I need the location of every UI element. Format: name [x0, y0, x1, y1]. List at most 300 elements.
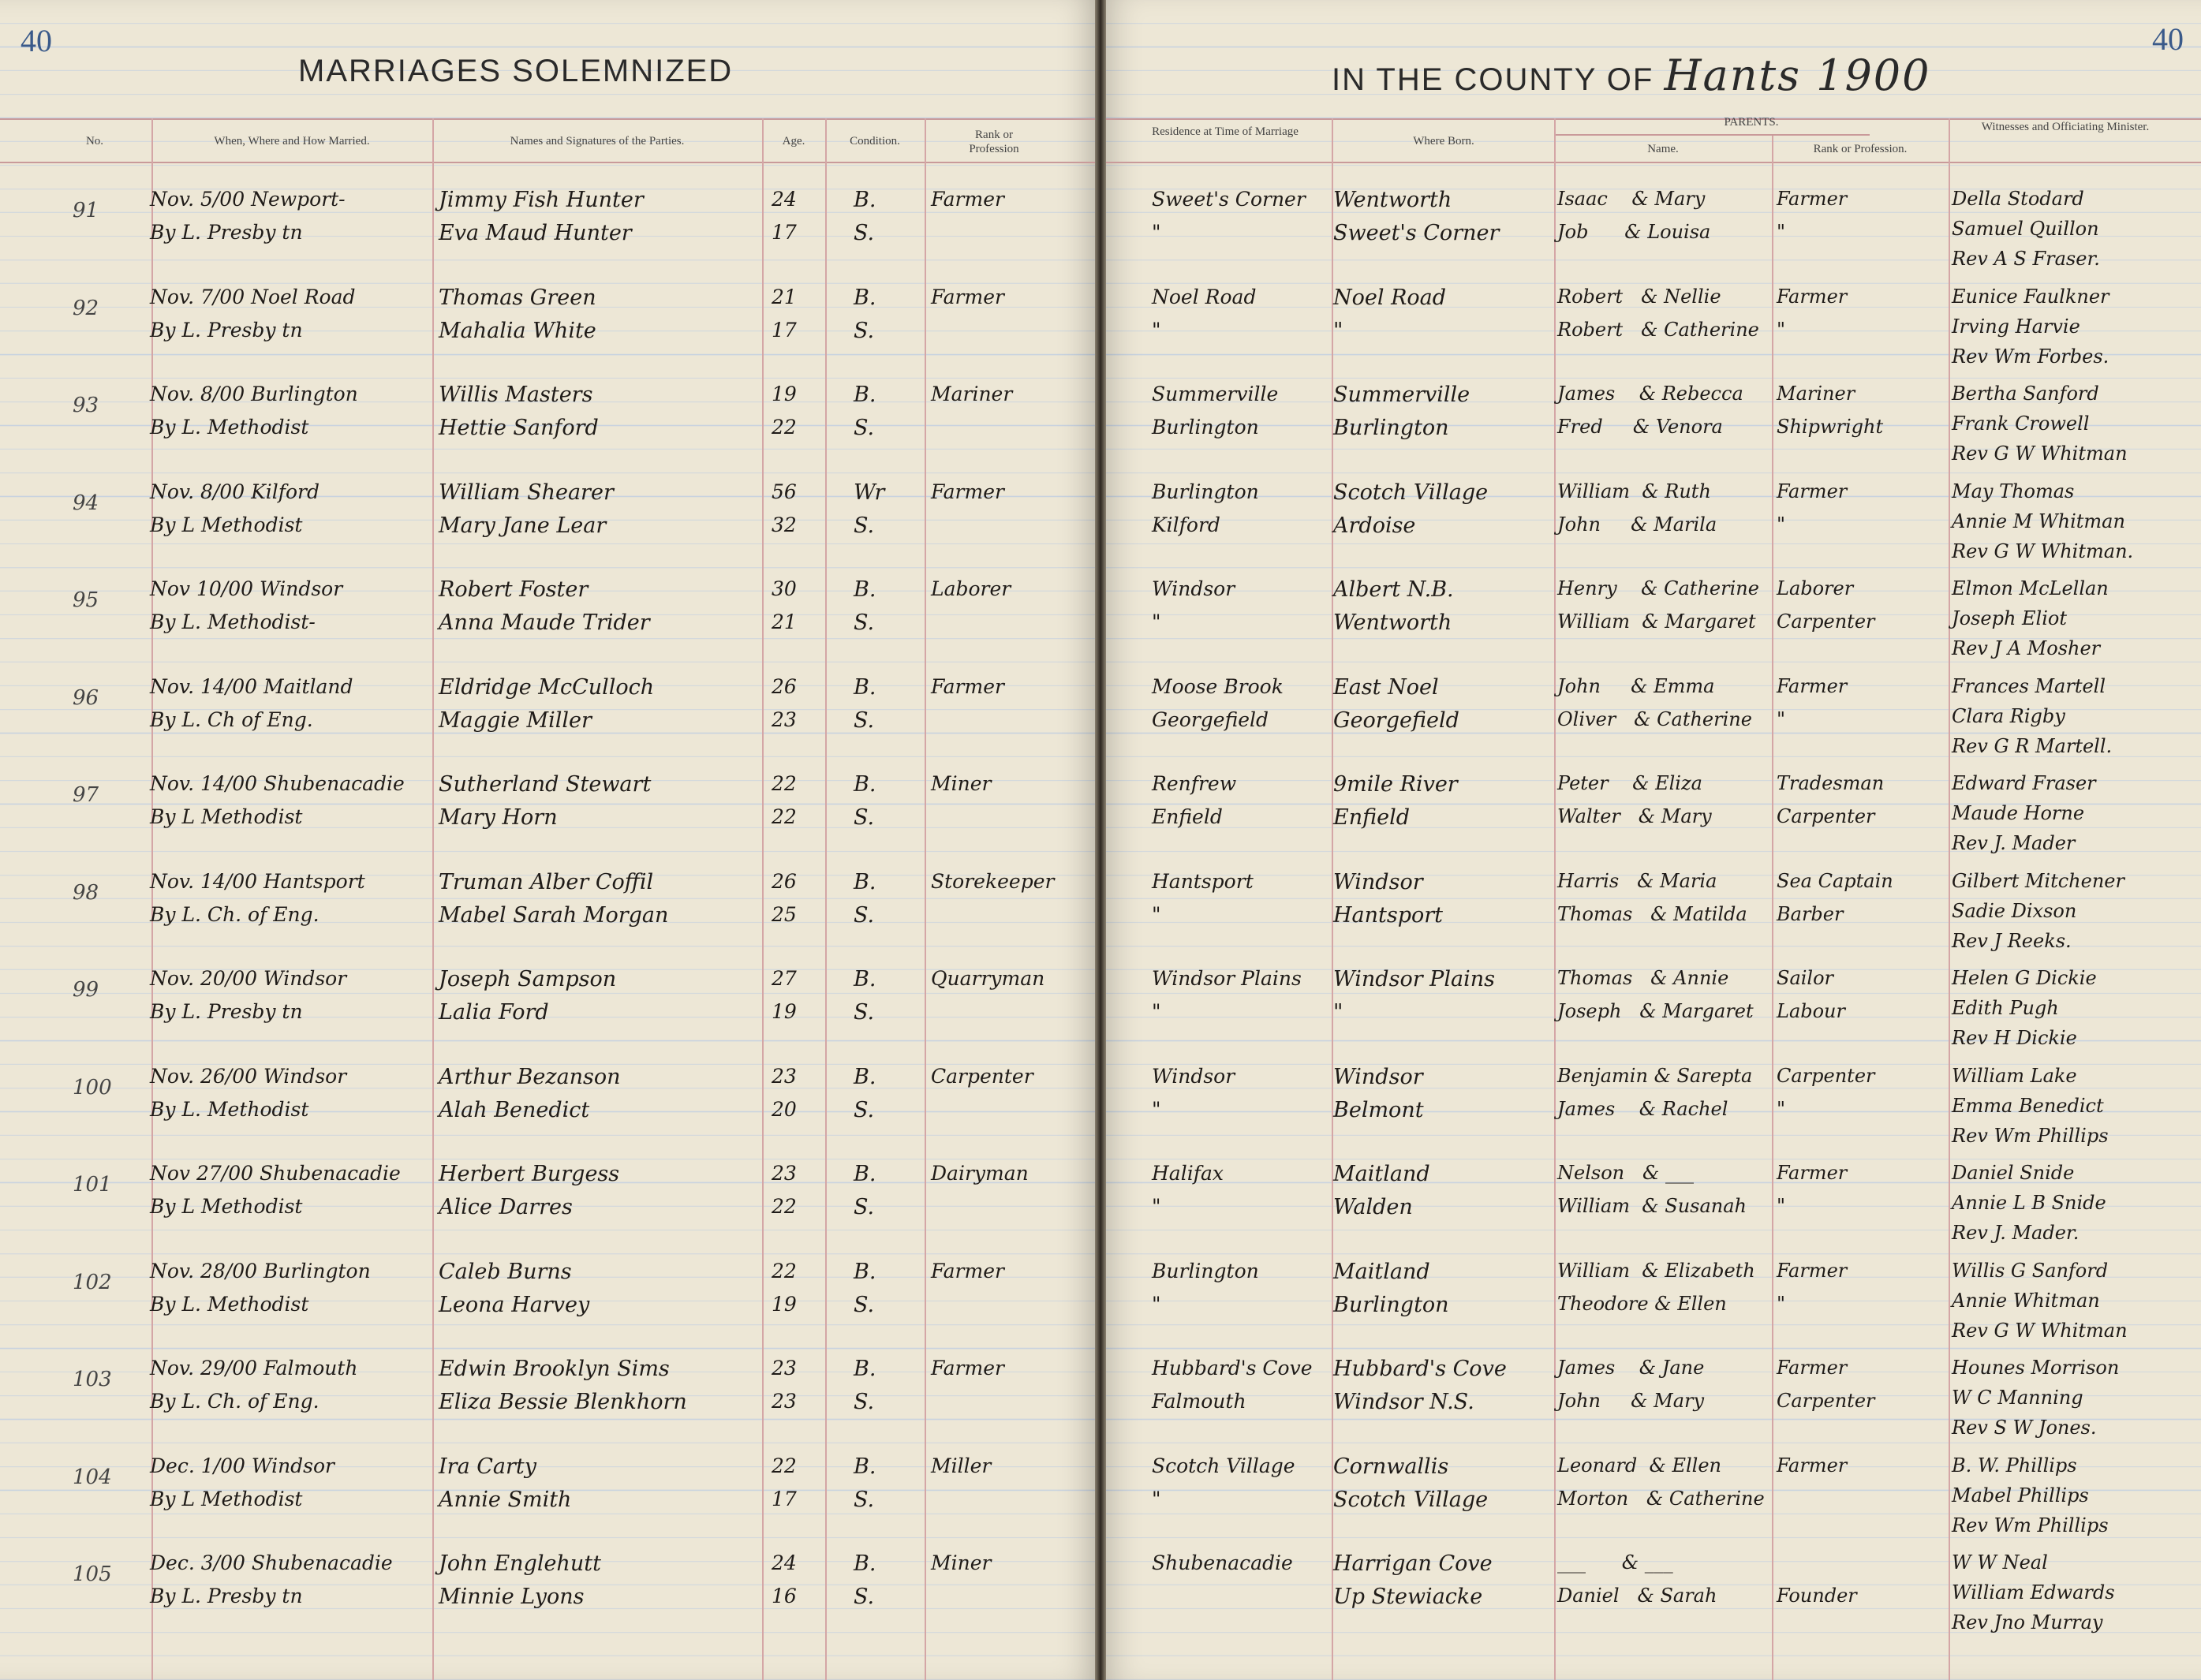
party-name: Caleb Burns [439, 1259, 572, 1284]
witness-minister: Bertha Sanford [1952, 383, 2099, 405]
party-age: 17 [772, 221, 797, 244]
when-where-how: Nov. 26/00 Windsor [150, 1064, 347, 1088]
entry-number: 92 [73, 296, 99, 320]
rank-profession: Farmer [931, 480, 1004, 503]
entry-number: 102 [73, 1270, 112, 1294]
entry-number: 101 [73, 1173, 112, 1197]
parent-names: Walter & Mary [1557, 805, 1712, 827]
parent-rank: " [1777, 707, 1786, 730]
parent-names: Thomas & Matilda [1557, 902, 1747, 925]
party-age: 23 [772, 1357, 797, 1379]
witness-minister: B. W. Phillips [1952, 1454, 2077, 1477]
birthplace: Ardoise [1333, 513, 1416, 538]
birthplace: Windsor [1333, 869, 1423, 894]
rank-profession: Farmer [931, 1357, 1004, 1379]
residence: " [1152, 1195, 1161, 1218]
parent-rank: Farmer [1777, 1357, 1848, 1379]
party-age: 19 [772, 1292, 797, 1316]
parent-rank: Farmer [1777, 188, 1848, 210]
parent-names: John & Emma [1557, 674, 1715, 697]
birthplace: Up Stewiacke [1333, 1585, 1483, 1609]
witness-minister: Hounes Morrison [1952, 1357, 2120, 1379]
parent-names: William & Susanah [1557, 1195, 1747, 1217]
party-condition: B. [854, 1259, 876, 1284]
when-where-how: By L Methodist [150, 513, 303, 536]
when-where-how: Nov. 14/00 Maitland [150, 674, 353, 698]
party-name: William Shearer [439, 480, 614, 505]
col-header-when: When, Where and How Married. [214, 135, 370, 147]
col-header-no: No. [85, 135, 104, 147]
rank-profession: Carpenter [931, 1064, 1033, 1088]
parent-rank: Sailor [1777, 967, 1834, 989]
when-where-how: Nov. 29/00 Falmouth [150, 1357, 358, 1379]
party-age: 23 [772, 1162, 797, 1185]
witness-minister: Mabel Phillips [1952, 1484, 2089, 1506]
when-where-how: By L. Ch. of Eng. [150, 902, 320, 926]
right-title-handwritten: Hants 1900 [1664, 50, 1931, 100]
col-header-residence: Residence at Time of Marriage [1152, 125, 1299, 138]
residence: " [1152, 318, 1161, 342]
party-age: 19 [772, 1000, 797, 1023]
entry-number: 93 [73, 394, 99, 417]
birthplace: Maitland [1333, 1259, 1430, 1284]
right-page-title [1332, 50, 1931, 100]
parent-rank: Shipwright [1777, 416, 1884, 438]
parent-names: Peter & Eliza [1557, 772, 1702, 794]
residence: " [1152, 221, 1161, 244]
col-header-condition: Condition. [850, 135, 900, 147]
birthplace: Wentworth [1333, 610, 1452, 635]
birthplace: Scotch Village [1333, 1487, 1489, 1512]
party-age: 19 [772, 383, 797, 405]
rank-profession: Farmer [931, 188, 1004, 211]
when-where-how: Nov. 28/00 Burlington [150, 1259, 371, 1282]
entry-number: 104 [73, 1465, 112, 1489]
witness-minister: Helen G Dickie [1952, 967, 2097, 989]
parent-rank: Farmer [1777, 674, 1848, 697]
entry-number: 96 [73, 685, 99, 710]
witness-minister: Rev G W Whitman [1952, 1319, 2128, 1342]
party-condition: S. [854, 416, 875, 440]
residence: Windsor [1152, 1064, 1235, 1088]
party-age: 20 [772, 1097, 797, 1121]
party-age: 26 [772, 869, 797, 893]
parent-names: James & Rachel [1557, 1097, 1728, 1120]
witness-minister: William Lake [1952, 1064, 2077, 1087]
header-rule-bottom [1103, 162, 2201, 163]
witness-minister: Rev J Reeks. [1952, 929, 2072, 952]
party-condition: S. [854, 221, 875, 245]
rank-profession: Farmer [931, 285, 1004, 308]
when-where-how: By L. Presby tn [150, 318, 303, 342]
col-header-born: Where Born. [1413, 135, 1474, 147]
parent-names: William & Margaret [1557, 610, 1756, 633]
party-condition: Wr [854, 480, 885, 505]
parent-names: Robert & Nellie [1557, 285, 1721, 308]
when-where-how: Dec. 1/00 Windsor [150, 1454, 335, 1477]
party-condition: B. [854, 772, 876, 797]
party-age: 23 [772, 1390, 797, 1413]
party-condition: B. [854, 1357, 876, 1381]
right-title-printed: IN THE COUNTY OF [1332, 62, 1654, 97]
when-where-how: By L Methodist [150, 1195, 303, 1218]
party-age: 22 [772, 1259, 797, 1282]
parent-names: Oliver & Catherine [1557, 707, 1752, 730]
parent-rank: " [1777, 221, 1786, 243]
party-condition: S. [854, 610, 875, 635]
birthplace: Harrigan Cove [1333, 1551, 1493, 1576]
birthplace: Cornwallis [1333, 1454, 1449, 1479]
residence: Burlington [1152, 416, 1259, 439]
residence: " [1152, 1000, 1161, 1023]
residence: Moose Brook [1152, 674, 1284, 698]
parent-rank: Barber [1777, 902, 1844, 925]
party-name: Mary Jane Lear [439, 513, 607, 538]
party-condition: S. [854, 513, 875, 538]
column-rule [1332, 118, 1333, 1680]
when-where-how: By L. Presby tn [150, 1585, 303, 1607]
entry-number: 103 [73, 1368, 112, 1391]
when-where-how: Nov. 14/00 Hantsport [150, 869, 365, 893]
party-age: 17 [772, 1487, 797, 1510]
col-header-parents: PARENTS. [1724, 116, 1779, 129]
when-where-how: By L. Methodist- [150, 610, 316, 633]
birthplace: Hantsport [1333, 902, 1444, 928]
residence: Burlington [1152, 1259, 1259, 1282]
party-name: John Englehutt [439, 1551, 601, 1576]
party-name: Mary Horn [439, 805, 558, 830]
residence: " [1152, 610, 1161, 633]
birthplace: Wentworth [1333, 188, 1452, 212]
party-age: 16 [772, 1585, 797, 1607]
party-name: Lalia Ford [439, 1000, 549, 1025]
residence: Scotch Village [1152, 1454, 1295, 1477]
parent-rank: Labour [1777, 1000, 1845, 1022]
parent-names: William & Ruth [1557, 480, 1711, 502]
witness-minister: Della Stodard [1952, 188, 2084, 210]
when-where-how: Nov. 8/00 Kilford [150, 480, 320, 503]
party-condition: S. [854, 707, 875, 733]
parent-rank: Carpenter [1777, 1064, 1875, 1087]
entry-number: 95 [73, 588, 99, 612]
birthplace: Windsor Plains [1333, 967, 1495, 991]
birthplace: Noel Road [1333, 285, 1447, 310]
party-condition: S. [854, 1292, 875, 1317]
birthplace: Sweet's Corner [1333, 221, 1500, 245]
when-where-how: By L. Presby tn [150, 221, 303, 244]
col-header-parent-name: Name. [1647, 143, 1679, 155]
residence: Noel Road [1152, 285, 1257, 308]
party-age: 32 [772, 513, 797, 536]
witness-minister: Clara Rigby [1952, 704, 2065, 727]
witness-minister: Eunice Faulkner [1952, 285, 2109, 308]
residence: Enfield [1152, 805, 1223, 828]
parent-names: Joseph & Margaret [1557, 1000, 1754, 1022]
witness-minister: May Thomas [1952, 480, 2075, 502]
residence: Windsor [1152, 577, 1235, 600]
parent-names: Leonard & Ellen [1557, 1454, 1721, 1477]
residence: " [1152, 902, 1161, 926]
entry-number: 97 [73, 783, 99, 807]
birthplace: Albert N.B. [1333, 577, 1454, 602]
birthplace: Georgefield [1333, 707, 1459, 733]
residence: " [1152, 1097, 1161, 1121]
party-age: 23 [772, 707, 797, 731]
party-condition: S. [854, 1390, 875, 1414]
witness-minister: Rev Wm Phillips [1952, 1514, 2109, 1536]
residence: Renfrew [1152, 772, 1237, 795]
when-where-how: By L Methodist [150, 805, 303, 828]
birthplace: Summerville [1333, 383, 1470, 407]
witness-minister: Annie Whitman [1952, 1289, 2100, 1312]
parent-rank: Farmer [1777, 480, 1848, 502]
party-condition: B. [854, 674, 876, 700]
witness-minister: Edith Pugh [1952, 997, 2059, 1019]
header-rule-bottom [0, 162, 1098, 163]
col-header-names: Names and Signatures of the Parties. [510, 135, 685, 147]
party-name: Edwin Brooklyn Sims [439, 1357, 670, 1381]
entry-number: 105 [73, 1562, 112, 1586]
when-where-how: Dec. 3/00 Shubenacadie [150, 1551, 393, 1574]
col-header-rank: Rank or Profession [969, 129, 1019, 155]
right-page [1103, 0, 2201, 1680]
parent-names: James & Rebecca [1557, 383, 1743, 405]
entry-number: 99 [73, 978, 99, 1002]
parent-rank: Farmer [1777, 285, 1848, 308]
party-name: Minnie Lyons [439, 1585, 585, 1609]
witness-minister: Frances Martell [1952, 674, 2106, 697]
party-age: 23 [772, 1064, 797, 1088]
witness-minister: Rev J A Mosher [1952, 637, 2101, 659]
party-name: Ira Carty [439, 1454, 537, 1479]
parent-names: Theodore & Ellen [1557, 1292, 1727, 1315]
witness-minister: W W Neal [1952, 1551, 2048, 1574]
column-rule [432, 118, 434, 1680]
witness-minister: Frank Crowell [1952, 413, 2090, 435]
party-age: 17 [772, 318, 797, 342]
witness-minister: Joseph Eliot [1952, 607, 2068, 629]
when-where-how: Nov. 7/00 Noel Road [150, 285, 356, 308]
birthplace: 9mile River [1333, 772, 1458, 797]
party-name: Eliza Bessie Blenkhorn [439, 1390, 687, 1414]
col-header-age: Age. [782, 135, 805, 147]
parent-names: Nelson & ___ [1557, 1162, 1694, 1184]
witness-minister: Rev Wm Phillips [1952, 1124, 2109, 1147]
residence: Windsor Plains [1152, 967, 1302, 990]
parent-names: Fred & Venora [1557, 416, 1723, 438]
col-header-witnesses: Witnesses and Officiating Minister. [1981, 121, 2150, 133]
residence: Halifax [1152, 1162, 1224, 1185]
party-age: 22 [772, 772, 797, 795]
column-rule [1554, 118, 1556, 1680]
when-where-how: Nov 10/00 Windsor [150, 577, 343, 600]
parent-names: James & Jane [1557, 1357, 1705, 1379]
birthplace: Belmont [1333, 1097, 1424, 1122]
parent-names: John & Mary [1557, 1390, 1705, 1412]
column-rule [1949, 118, 1950, 1680]
witness-minister: W C Manning [1952, 1387, 2083, 1409]
rank-profession: Dairyman [931, 1162, 1029, 1185]
witness-minister: Rev H Dickie [1952, 1027, 2077, 1049]
parent-rank: Farmer [1777, 1454, 1848, 1477]
parent-names: Morton & Catherine [1557, 1487, 1765, 1510]
witness-minister: Elmon McLellan [1952, 577, 2109, 599]
party-name: Mahalia White [439, 318, 596, 343]
birthplace: Windsor N.S. [1333, 1390, 1474, 1414]
parent-rank: " [1777, 318, 1786, 341]
residence: Hubbard's Cove [1152, 1357, 1313, 1379]
party-age: 24 [772, 188, 797, 211]
birthplace: Burlington [1333, 1292, 1449, 1317]
witness-minister: Rev Wm Forbes. [1952, 345, 2109, 368]
witness-minister: Sadie Dixson [1952, 899, 2077, 922]
rank-profession: Farmer [931, 674, 1004, 698]
birthplace: Burlington [1333, 416, 1449, 440]
book-gutter [1095, 0, 1106, 1680]
party-condition: S. [854, 318, 875, 343]
when-where-how: Nov. 5/00 Newport- [150, 188, 346, 211]
column-rule [825, 118, 827, 1680]
party-condition: S. [854, 1195, 875, 1219]
parent-names: Benjamin & Sarepta [1557, 1064, 1753, 1087]
parent-rank: " [1777, 1097, 1786, 1120]
birthplace: East Noel [1333, 674, 1439, 700]
witness-minister: Annie L B Snide [1952, 1192, 2106, 1214]
party-age: 22 [772, 1195, 797, 1218]
party-name: Truman Alber Coffil [439, 869, 654, 894]
witness-minister: Edward Fraser [1952, 772, 2096, 794]
residence: Kilford [1152, 513, 1220, 536]
parent-names: Henry & Catherine [1557, 577, 1759, 599]
witness-minister: Annie M Whitman [1952, 510, 2125, 532]
witness-minister: Maude Horne [1952, 802, 2085, 824]
when-where-how: By L. Methodist [150, 1097, 309, 1121]
rank-profession: Storekeeper [931, 869, 1055, 893]
parent-rank: Sea Captain [1777, 869, 1893, 892]
when-where-how: By L. Ch. of Eng. [150, 1390, 320, 1413]
witness-minister: Rev G W Whitman [1952, 442, 2128, 465]
column-rule [925, 118, 926, 1680]
header-rule-top [0, 118, 1098, 120]
when-where-how: By L Methodist [150, 1487, 303, 1510]
residence: " [1152, 1487, 1161, 1510]
party-name: Mabel Sarah Morgan [439, 902, 669, 928]
parent-names: Thomas & Annie [1557, 967, 1729, 989]
party-condition: S. [854, 1000, 875, 1025]
parents-rule [1554, 134, 1870, 136]
party-name: Willis Masters [439, 383, 593, 407]
parent-rank: Carpenter [1777, 610, 1875, 633]
party-age: 21 [772, 610, 797, 633]
parent-rank: Farmer [1777, 1162, 1848, 1184]
parent-names: Daniel & Sarah [1557, 1585, 1717, 1607]
parent-names: Harris & Maria [1557, 869, 1717, 892]
when-where-how: By L. Methodist [150, 416, 309, 439]
party-condition: S. [854, 902, 875, 928]
parent-rank: Carpenter [1777, 805, 1875, 827]
entry-number: 91 [73, 199, 99, 222]
witness-minister: Rev G W Whitman. [1952, 539, 2134, 562]
residence: Shubenacadie [1152, 1551, 1293, 1574]
entry-number: 98 [73, 880, 99, 905]
party-condition: B. [854, 967, 876, 991]
party-name: Jimmy Fish Hunter [439, 188, 644, 212]
parent-rank: Carpenter [1777, 1390, 1875, 1412]
party-name: Robert Foster [439, 577, 589, 602]
column-rule [1772, 136, 1773, 1680]
party-condition: B. [854, 577, 876, 602]
witness-minister: Daniel Snide [1952, 1162, 2075, 1184]
witness-minister: Irving Harvie [1952, 315, 2080, 338]
rank-profession: Laborer [931, 577, 1011, 600]
birthplace: Enfield [1333, 805, 1411, 830]
witness-minister: Rev J. Mader [1952, 832, 2076, 854]
rank-profession: Miner [931, 772, 992, 795]
parent-names: ___ & ___ [1557, 1551, 1673, 1574]
parent-names: William & Elizabeth [1557, 1259, 1755, 1282]
party-condition: B. [854, 285, 876, 310]
when-where-how: Nov. 20/00 Windsor [150, 967, 347, 990]
residence: Falmouth [1152, 1390, 1246, 1413]
parent-rank: Laborer [1777, 577, 1854, 599]
witness-minister: Rev Jno Murray [1952, 1611, 2103, 1633]
party-age: 22 [772, 416, 797, 439]
party-name: Leona Harvey [439, 1292, 590, 1317]
party-condition: B. [854, 1162, 876, 1186]
party-name: Eldridge McCulloch [439, 674, 655, 700]
party-name: Arthur Bezanson [439, 1064, 621, 1089]
when-where-how: By L. Methodist [150, 1292, 309, 1316]
party-name: Anna Maude Trider [439, 610, 650, 635]
parent-names: Robert & Catherine [1557, 318, 1759, 341]
rank-profession: Quarryman [931, 967, 1045, 990]
left-page-title: MARRIAGES SOLEMNIZED [298, 54, 734, 88]
birthplace: Maitland [1333, 1162, 1430, 1186]
when-where-how: By L. Ch of Eng. [150, 707, 313, 731]
witness-minister: William Edwards [1952, 1581, 2115, 1603]
party-condition: B. [854, 869, 876, 894]
witness-minister: Rev A S Fraser. [1952, 248, 2100, 270]
witness-minister: Samuel Quillon [1952, 218, 2099, 240]
party-age: 21 [772, 285, 797, 308]
party-name: Herbert Burgess [439, 1162, 620, 1186]
witness-minister: Emma Benedict [1952, 1094, 2104, 1117]
party-condition: S. [854, 1585, 875, 1609]
right-page-number: 40 [2152, 21, 2184, 57]
party-condition: B. [854, 383, 876, 407]
birthplace: Walden [1333, 1195, 1413, 1219]
residence: Burlington [1152, 480, 1259, 503]
parent-rank: Tradesman [1777, 772, 1885, 794]
rank-profession: Miller [931, 1454, 992, 1477]
parent-names: Isaac & Mary [1557, 188, 1706, 210]
party-condition: B. [854, 1064, 876, 1089]
party-condition: B. [854, 1454, 876, 1479]
col-header-parent-rank: Rank or Profession. [1813, 143, 1908, 155]
party-age: 25 [772, 902, 797, 926]
party-condition: B. [854, 1551, 876, 1576]
witness-minister: Rev S W Jones. [1952, 1417, 2097, 1439]
witness-minister: Gilbert Mitchener [1952, 869, 2124, 892]
entry-number: 94 [73, 491, 99, 515]
residence: " [1152, 1292, 1161, 1316]
birthplace: " [1333, 318, 1343, 343]
party-age: 27 [772, 967, 797, 990]
party-condition: S. [854, 1097, 875, 1122]
residence: Sweet's Corner [1152, 188, 1306, 211]
birthplace: Scotch Village [1333, 480, 1489, 505]
column-rule [151, 118, 153, 1680]
